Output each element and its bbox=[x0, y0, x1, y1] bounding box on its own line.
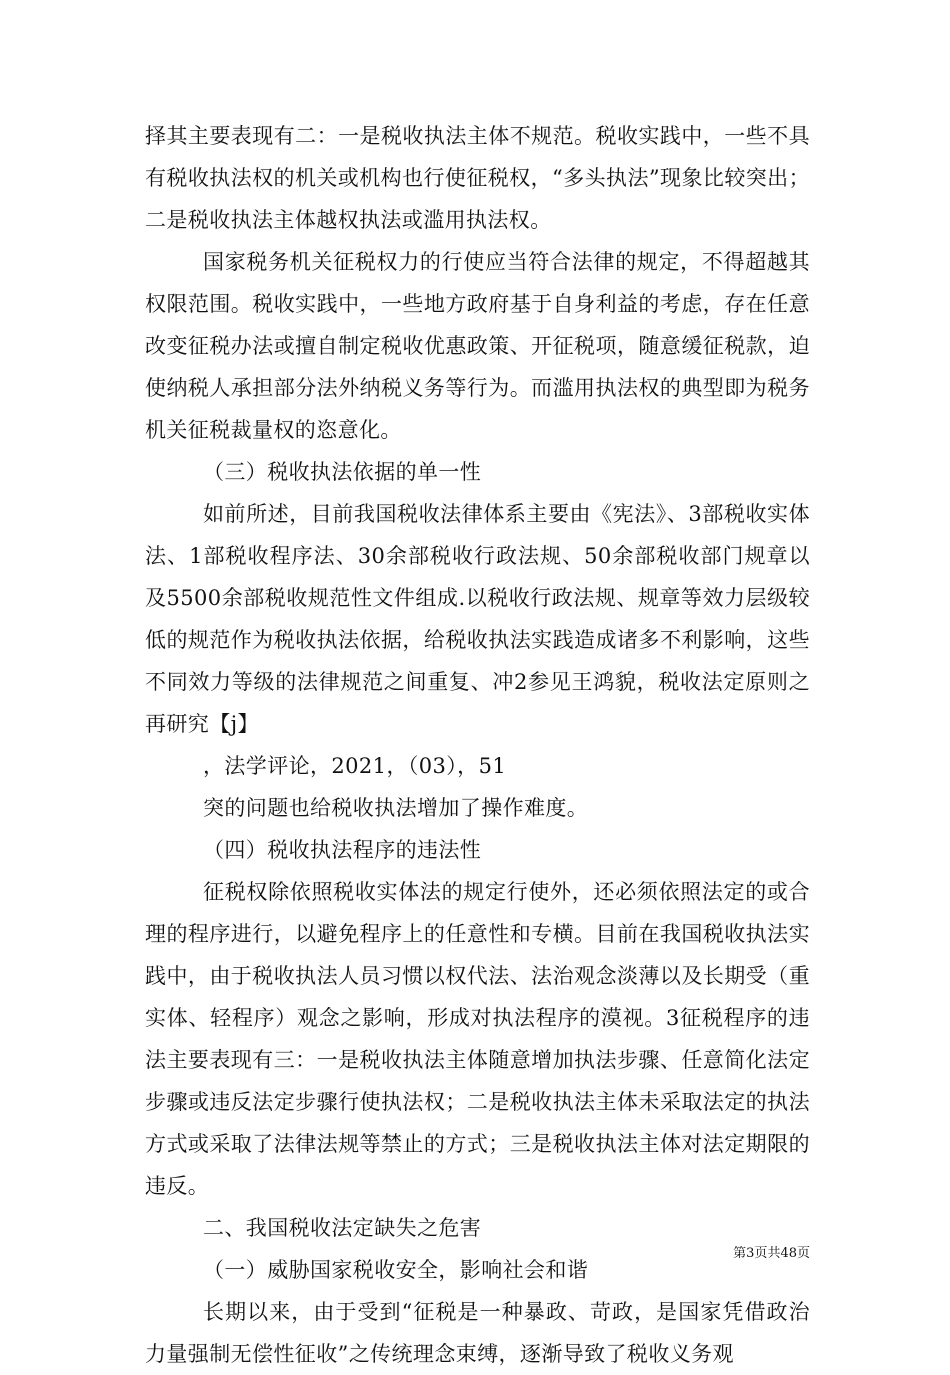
page-number: 第3页共48页 bbox=[733, 1246, 810, 1261]
paragraph-8: 征税权除依照税收实体法的规定行使外，还必须依照法定的或合理的程序进行，以避免程序上的任意性和专横。目前在我国税收执法实践中，由于税收执法人员习惯以权代法、法治观念淡薄以及长期受（重实体、轻程序）观念之影响，形成对执法程序的漠视。3征税程序的违法主要表现有三：一是税收执法主体随意增加执法步骤、任意简化法定步骤或违反法定步骤行使执法权；二是税收执法主体未采取法定的执法方式或采取了法律法规等禁止的方式；三是税收执法主体对法定期限的违反。 bbox=[145, 880, 810, 1198]
document-body bbox=[145, 115, 810, 1375]
paragraph-2: 国家税务机关征税权力的行使应当符合法律的规定，不得超越其权限范围。税收实践中，一些地方政府基于自身利益的考虑，存在任意改变征税办法或擅自制定税收优惠政策、开征税项，随意缓征税款，迫使纳税人承担部分法外纳税义务等行为。而滥用执法权的典型即为税务机关征税裁量权的恣意化。 bbox=[145, 250, 810, 442]
citation-line: ，法学评论，2021，（03），51 bbox=[203, 754, 507, 778]
section-heading-3: （三）税收执法依据的单一性 bbox=[203, 460, 482, 484]
page-footer bbox=[0, 1242, 950, 1261]
paragraph-4: 如前所述，目前我国税收法律体系主要由《宪法》、3部税收实体法、1部税收程序法、30余部税收行政法规、50余部税收部门规章以及5500余部税收规范性文件组成.以税收行政法规、规章等效力层级较低的规范作为税收执法依据，给税收执法实践造成诸多不利影响，这些不同效力等级的法律规范之间重复、冲2参见王鸿貌，税收法定原则之再研究【j】 bbox=[145, 502, 810, 736]
section-heading-1: （一）威胁国家税收安全，影响社会和谐 bbox=[203, 1258, 589, 1282]
section-heading-4: （四）税收执法程序的违法性 bbox=[203, 838, 482, 862]
paragraph-6: 突的问题也给税收执法增加了操作难度。 bbox=[203, 796, 589, 820]
chapter-heading-2: 二、我国税收法定缺失之危害 bbox=[203, 1216, 482, 1240]
paragraph-1: 择其主要表现有二：一是税收执法主体不规范。税收实践中，一些不具有税收执法权的机关或机构也行使征税权，“多头执法”现象比较突出；二是税收执法主体越权执法或滥用执法权。 bbox=[145, 124, 810, 232]
paragraph-11: 长期以来，由于受到“征税是一种暴政、苛政，是国家凭借政治力量强制无偿性征收”之传统理念束缚，逐渐导致了税收义务观 bbox=[145, 1300, 810, 1366]
